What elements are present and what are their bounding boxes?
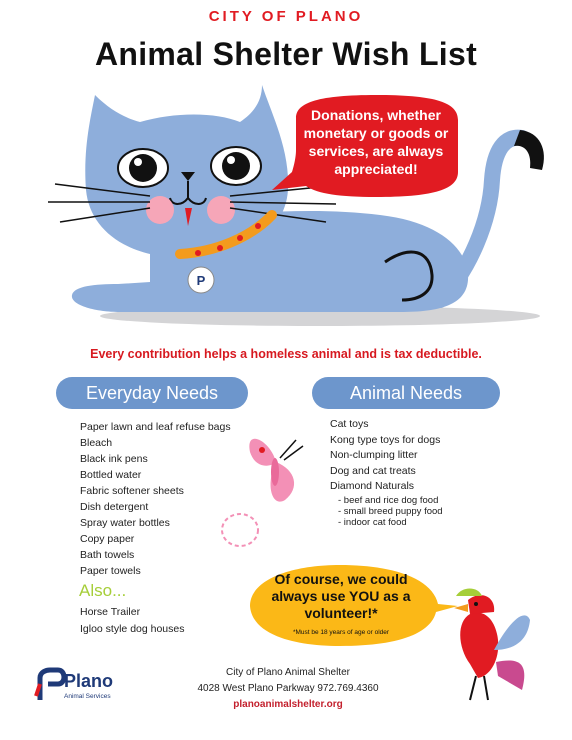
cat-cheek [146,196,174,224]
page-title: Animal Shelter Wish List [94,36,478,72]
list-item: Fabric softener sheets [80,485,184,497]
volunteer-text: Of course, we could always use YOU as a volunteer!* [271,571,411,621]
cat-tail-tip [514,130,544,170]
svg-text:P: P [196,273,206,288]
plano-logo-subtitle: Animal Services [64,693,111,700]
footer [150,665,426,713]
list-subitem: - indoor cat food [338,516,407,528]
list-item: Bath towels [80,549,135,561]
list-item: Diamond Naturals [330,480,415,492]
list-item: Non-clumping litter [330,449,418,461]
animal-needs-heading: Animal Needs [312,377,500,409]
list-item: Kong type toys for dogs [330,433,441,446]
list-item: Paper lawn and leaf refuse bags [80,421,231,433]
list-item: Bottled water [80,469,142,481]
list-item: Cat toys [330,418,369,430]
plano-logo-text: Plano [64,671,114,691]
list-item: Paper towels [80,565,141,577]
donation-bubble-text: Donations, whether monetary or goods or services, are always appreciated! [303,107,449,177]
list-item: Dish detergent [80,501,149,513]
also-list [80,604,185,638]
list-item: Bleach [80,437,113,449]
plano-logo-mark [36,670,64,700]
list-subitem: - beef and rice dog food [338,494,439,506]
list-item: Dog and cat treats [330,464,416,477]
list-item: Horse Trailer [80,606,141,618]
tagline: Every contribution helps a homeless animal and is tax deductible. [90,347,482,361]
bird [454,589,530,701]
butterfly [222,439,303,546]
list-item: Spray water bottles [80,517,170,529]
website-link[interactable]: planoanimalshelter.org [233,699,343,710]
list-item: Copy paper [80,533,135,545]
list-subitem: - small breed puppy food [338,505,443,517]
animal-needs-list [330,417,443,528]
shelter-name: City of Plano Animal Shelter [226,667,350,678]
city-label: CITY OF PLANO [208,8,364,25]
list-item: Igloo style dog houses [80,623,185,635]
volunteer-note: *Must be 18 years of age or older [292,629,390,636]
also-heading: Also... [79,581,127,600]
shelter-address: 4028 West Plano Parkway 972.769.4360 [197,683,379,694]
everyday-needs-heading: Everyday Needs [56,377,248,409]
list-item: Black ink pens [80,453,148,465]
everyday-needs-list [80,419,231,579]
